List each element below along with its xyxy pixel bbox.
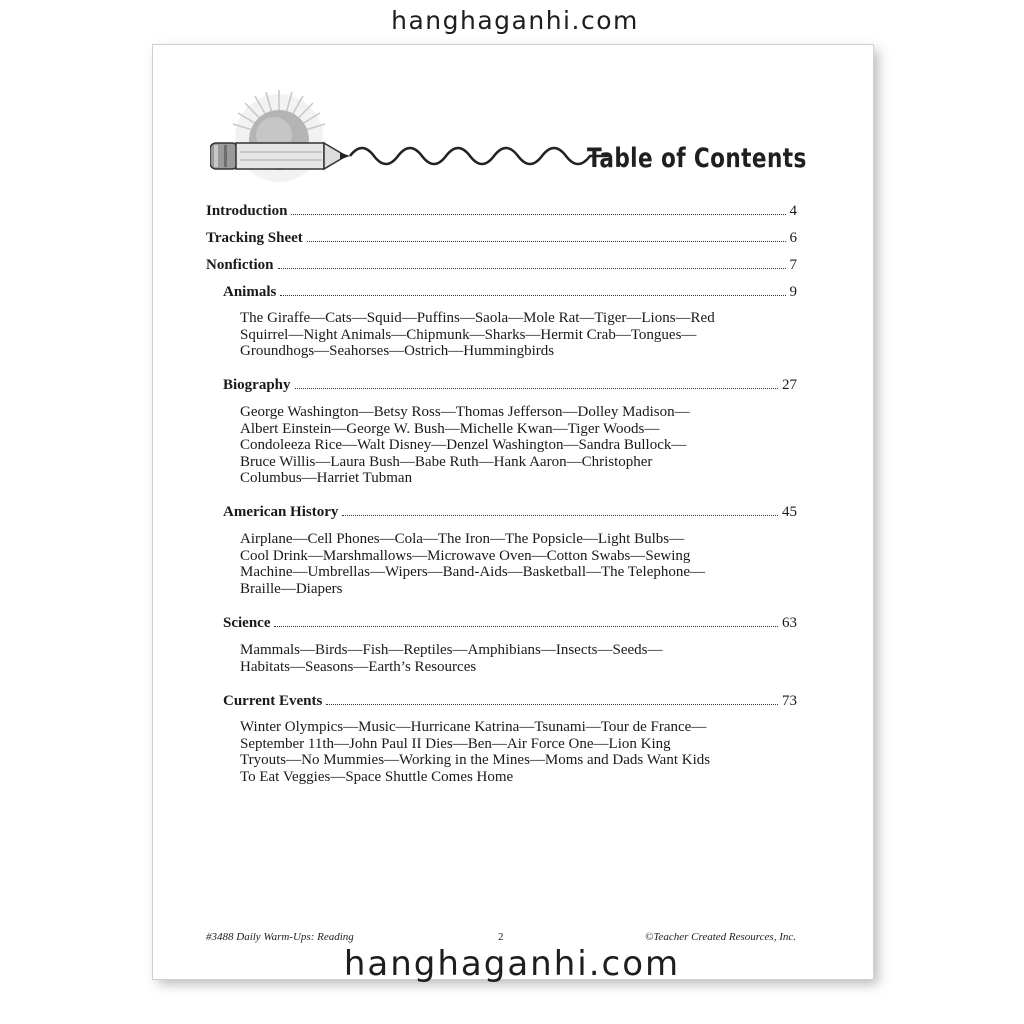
toc-entry-page: 4 xyxy=(789,203,797,219)
dot-leader xyxy=(274,626,778,627)
toc-entry-biography xyxy=(223,377,797,394)
toc-entry-label: Introduction xyxy=(206,203,288,219)
toc-entry-animals xyxy=(223,284,797,301)
toc-entry-tracking-sheet xyxy=(206,230,797,247)
toc-entry-nonfiction xyxy=(206,257,797,274)
pencil-icon xyxy=(210,143,350,169)
dot-leader xyxy=(291,214,785,215)
description-line: Cool Drink—Marshmallows—Microwave Oven—Cotton Swabs—Sewing xyxy=(240,547,691,564)
toc-entry-page: 9 xyxy=(789,284,797,300)
description-line: Squirrel—Night Animals—Chipmunk—Sharks—Hermit Crab—Tongues— xyxy=(240,326,697,343)
toc-entry-label: Science xyxy=(223,615,271,631)
footer-right: ©Teacher Created Resources, Inc. xyxy=(644,931,796,943)
description-line: Machine—Umbrellas—Wipers—Band-Aids—Basketball—The Telephone— xyxy=(240,564,706,580)
toc-entry-label: Current Events xyxy=(223,693,323,709)
header-illustration xyxy=(210,90,610,190)
watermark-bottom: hanghaganhi.com xyxy=(343,944,681,984)
description-line: Airplane—Cell Phones—Cola—The Iron—The Popsicle—Light Bulbs— xyxy=(240,531,685,547)
footer-left: #3488 Daily Warm-Ups: Reading xyxy=(206,931,354,943)
description-line: Braille—Diapers xyxy=(240,580,343,597)
toc-entry-label: Nonfiction xyxy=(206,257,274,273)
description-line: Columbus—Harriet Tubman xyxy=(240,470,413,486)
toc-entry-label: Biography xyxy=(223,377,291,393)
page-title: Table of Contents xyxy=(587,143,807,174)
description-line: Habitats—Seasons—Earth’s Resources xyxy=(240,658,477,675)
dot-leader xyxy=(295,388,778,389)
toc-description-biography xyxy=(240,404,780,487)
toc-entry-page: 27 xyxy=(782,377,797,393)
description-line: Groundhogs—Seahorses—Ostrich—Hummingbirds xyxy=(240,343,555,359)
description-line: Tryouts—No Mummies—Working in the Mines—Moms and Dads Want Kids xyxy=(240,752,711,768)
description-line: Condoleeza Rice—Walt Disney—Denzel Washington—Sandra Bullock— xyxy=(240,437,687,453)
description-line: The Giraffe—Cats—Squid—Puffins—Saola—Mole Rat—Tiger—Lions—Red xyxy=(240,310,715,326)
toc-description-american-history xyxy=(240,531,780,597)
description-line: To Eat Veggies—Space Shuttle Comes Home xyxy=(240,768,514,785)
dot-leader xyxy=(307,241,786,242)
toc-entry-american-history xyxy=(223,504,797,521)
description-line: Bruce Willis—Laura Bush—Babe Ruth—Hank Aaron—Christopher xyxy=(240,453,653,470)
toc-entry-page: 63 xyxy=(782,615,797,631)
toc-entry-page: 6 xyxy=(789,230,797,246)
dot-leader xyxy=(342,515,778,516)
description-line: George Washington—Betsy Ross—Thomas Jefferson—Dolley Madison— xyxy=(240,404,690,420)
toc-entry-label: Animals xyxy=(223,284,277,300)
footer-page-number: 2 xyxy=(498,931,504,943)
toc-entry-current-events xyxy=(223,693,797,710)
description-line: Winter Olympics—Music—Hurricane Katrina—Tsunami—Tour de France— xyxy=(240,719,707,735)
description-line: September 11th—John Paul II Dies—Ben—Air Force One—Lion King xyxy=(240,735,671,752)
toc-description-animals xyxy=(240,310,780,360)
toc-entry-science xyxy=(223,615,797,632)
description-line: Albert Einstein—George W. Bush—Michelle Kwan—Tiger Woods— xyxy=(240,420,660,437)
watermark-top: hanghaganhi.com xyxy=(391,6,639,35)
toc-entry-label: Tracking Sheet xyxy=(206,230,303,246)
toc-description-current-events xyxy=(240,719,780,785)
dot-leader xyxy=(278,268,786,269)
toc-entry-page: 45 xyxy=(782,504,797,520)
toc-entry-page: 73 xyxy=(782,693,797,709)
toc-entry-label: American History xyxy=(223,504,339,520)
toc-entry-introduction xyxy=(206,203,797,220)
dot-leader xyxy=(326,704,778,705)
toc-entry-page: 7 xyxy=(789,257,797,273)
squiggle-line xyxy=(350,148,608,164)
description-line: Mammals—Birds—Fish—Reptiles—Amphibians—Insects—Seeds— xyxy=(240,642,663,658)
dot-leader xyxy=(280,295,785,296)
toc-description-science xyxy=(240,642,780,675)
